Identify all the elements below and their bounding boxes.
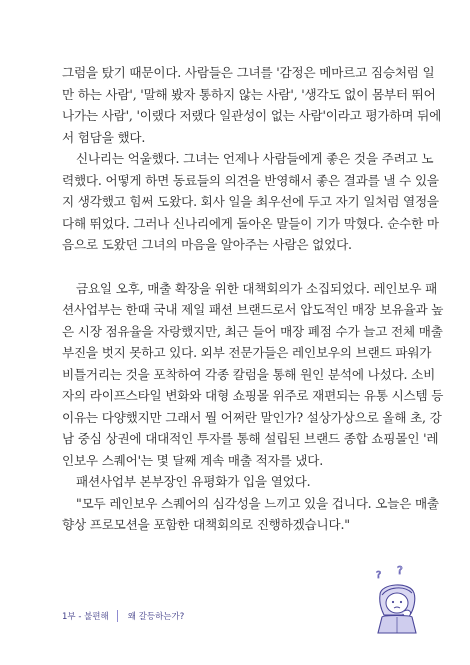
text-line: 나가는 사람', '이랬다 저랬다 일관성이 없는 사람'이라고 평가하며 뒤에 (62, 108, 442, 123)
paragraph (62, 62, 442, 148)
text-line: 서 험담을 했다. (62, 129, 146, 145)
page-footer (62, 609, 184, 623)
svg-text:?: ? (376, 570, 382, 581)
text-line: 력했다. 어떻게 하면 동료들의 의견을 반영해서 좋은 결과를 낼 수 있을 (62, 172, 439, 188)
paragraph (62, 148, 439, 256)
text-line: 비틀거리는 것을 포착하여 각종 칼럼을 통해 원인 분석에 나섰다. 소비 (62, 366, 436, 382)
text-line: 금요일 오후, 매출 확장을 위한 대책회의가 소집되었다. 레인보우 패 (76, 280, 438, 296)
text-line: 자의 라이프스타일 변화와 대형 쇼핑몰 위주로 재편되는 유통 시스템 등 (62, 388, 444, 403)
footer-divider (117, 610, 118, 622)
footer-chapter-title: 왜 갈등하는가? (127, 612, 185, 622)
thinking-character-icon (366, 565, 428, 635)
paragraph (62, 493, 439, 536)
text-line: 다해 뛰었다. 그러나 신나리에게 돌아온 말들이 기가 막혔다. 순수한 마 (62, 215, 439, 231)
text-line: 패션사업부 본부장인 유평화가 입을 열었다. (76, 474, 311, 489)
text-line: 음으로 도왔던 그녀의 마음을 알아주는 사람은 없었다. (62, 237, 352, 252)
text-line: 만 하는 사람', '말해 봤자 통하지 않는 사람', '생각도 없이 몸부터 뛰어 (62, 86, 436, 102)
body-text (62, 62, 444, 536)
text-line: 션사업부는 한때 국내 제일 패션 브랜드로서 압도적인 매장 보유율과 높 (62, 302, 444, 317)
footer-part-title: 1부 - 불편해 (62, 612, 109, 622)
text-line: 신나리는 억울했다. 그녀는 언제나 사람들에게 좋은 것을 주려고 노 (76, 151, 434, 166)
paragraph (62, 278, 444, 472)
text-line: 지 생각했고 힘써 도왔다. 회사 일을 최우선에 두고 자기 일처럼 열정을 (62, 194, 439, 209)
text-line: 남 중심 상권에 대대적인 투자를 통해 설립된 브랜드 종합 쇼핑몰인 '레 (62, 431, 439, 446)
text-line: 향상 프로모션을 포함한 대책회의로 진행하겠습니다." (62, 517, 350, 532)
text-line: 은 시장 점유율을 자랑했지만, 최근 들어 매장 폐점 수가 늘고 전체 매출 (62, 323, 443, 339)
paragraph (62, 471, 422, 493)
text-line: 그럼을 탔기 때문이다. 사람들은 그녀를 '감정은 메마르고 짐승처럼 일 (62, 65, 435, 80)
text-line: 이유는 다양했지만 그래서 뭘 어쩌란 말인가? 설상가상으로 올해 초, 강 (62, 409, 442, 425)
text-line: 부진을 벗지 못하고 있다. 외부 전문가들은 레인보우의 브랜드 파워가 (62, 345, 432, 360)
text-line: 인보우 스퀘어'는 몇 달째 계속 매출 적자를 냈다. (62, 452, 324, 468)
paragraph-gap (62, 256, 422, 278)
text-line: "모두 레인보우 스퀘어의 심각성을 느끼고 있을 겁니다. 오늘은 매출 (76, 495, 439, 511)
svg-text:?: ? (397, 565, 403, 577)
